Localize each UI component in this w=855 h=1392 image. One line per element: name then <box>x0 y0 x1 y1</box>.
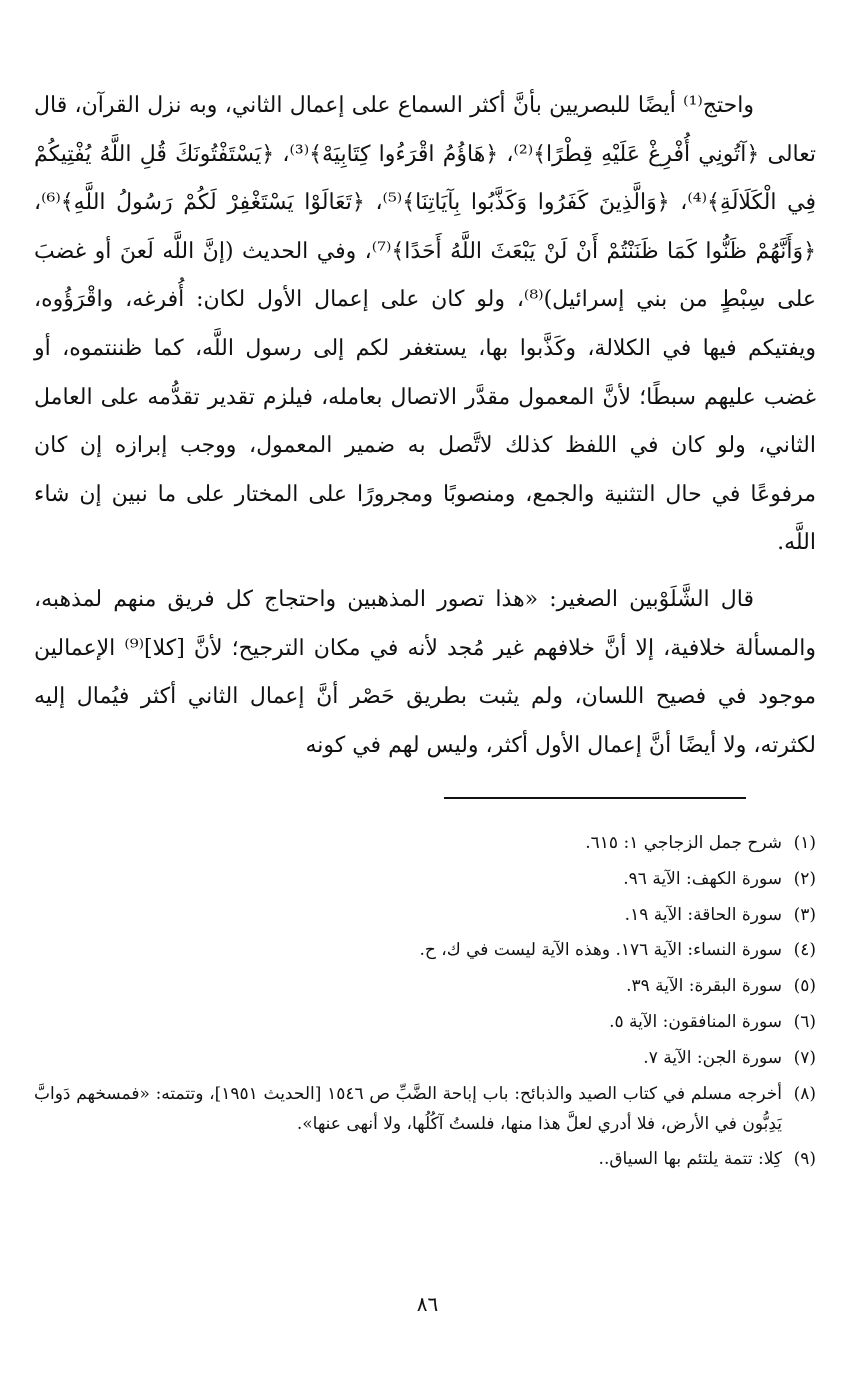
footnote-item <box>34 1007 816 1037</box>
footnote-number: (٤) <box>793 940 816 961</box>
footnote-item <box>34 935 816 965</box>
footnote-text: أخرجه مسلم في كتاب الصيد والذبائح: باب إباحة الضَّبِّ ص ١٥٤٦ [الحديث ١٩٥١]، وتتمته: «فمسخهم دَوابَّ يَدِبُّون في الأرض، فلا أدري لعلَّ هذا منها، فلستُ آكُلُها، ولا أنهى عنها». <box>34 1083 782 1134</box>
footnote-number: (٨) <box>793 1083 816 1104</box>
footnote-item <box>34 1043 816 1073</box>
footnote-number: (٩) <box>793 1149 816 1170</box>
footnote-text: شرح جمل الزجاجي ١: ٦١٥. <box>585 833 782 853</box>
footnote-text: سورة الجن: الآية ٧. <box>643 1047 782 1068</box>
footnote-text: سورة المنافقون: الآية ٥. <box>609 1011 782 1032</box>
paragraph-second: قال الشَّلَوْبين الصغير: «هذا تصور المذهبين واحتجاج كل فريق منهم لمذهبه، والمسألة خلافية، إلا أنَّ خلافهم غير مُجد لأنه في مكان الترجيح؛ لأنَّ [كلا]⁽⁹⁾ الإعمالين موجود في فصيح اللسان، ولم يثبت بطريق حَصْر أنَّ إعمال الثاني أكثر فيُمال إليه لكثرته، ولا أيضًا أنَّ إعمال الأول أكثر، وليس لهم في كونه <box>34 586 816 758</box>
footnote-text: سورة البقرة: الآية ٣٩. <box>626 976 782 997</box>
footnotes-list <box>34 828 816 1180</box>
footnote-item <box>34 1144 816 1174</box>
page-number: ٨٦ <box>416 1292 439 1316</box>
footnote-text: كِلا: تتمة يلتئم بها السياق.. <box>598 1149 782 1170</box>
footnote-text: سورة الكهف: الآية ٩٦. <box>623 868 782 889</box>
footnote-text: سورة النساء: الآية ١٧٦. وهذه الآية ليست في ك، ح. <box>419 940 782 961</box>
footnote-separator <box>444 797 746 799</box>
footnote-number: (٦) <box>793 1011 816 1032</box>
footnote-item <box>34 971 816 1001</box>
footnote-item <box>34 1079 816 1139</box>
footnote-item <box>34 900 816 930</box>
paragraph-first: واحتج⁽¹⁾ أيضًا للبصريين بأنَّ أكثر السماع على إعمال الثاني، وبه نزل القرآن، قال تعالى ﴿آتُونِي أُفْرِغْ عَلَيْهِ قِطْرًا﴾⁽²⁾، ﴿هَاؤُمُ اقْرَءُوا كِتَابِيَهْ﴾⁽³⁾، ﴿يَسْتَفْتُونَكَ قُلِ اللَّهُ يُفْتِيكُمْ فِي الْكَلَالَةِ﴾⁽⁴⁾، ﴿وَالَّذِينَ كَفَرُوا وَكَذَّبُوا بِآيَاتِنَا﴾⁽⁵⁾، ﴿تَعَالَوْا يَسْتَغْفِرْ لَكُمْ رَسُولُ اللَّهِ﴾⁽⁶⁾، ﴿وَأَنَّهُمْ ظَنُّوا كَمَا ظَنَنْتُمْ أَنْ لَنْ يَبْعَثَ اللَّهُ أَحَدًا﴾⁽⁷⁾، وفي الحديث (إنَّ اللَّه لَعنَ أو غضبَ على سِبْطٍ من بني إسرائيل)⁽⁸⁾، ولو كان على إعمال الأول لكان: أُفرغه، واقْرَؤُوه، ويفتيكم فيها في الكلالة، وكَذَّبوا بها، يستغفر لكم إلى رسول اللَّه، كما ظننتموه، أو غضب عليهم سبطًا؛ لأنَّ المعمول مقدَّر الاتصال بعامله، فيلزم تقدير تقدُّمه على العامل الثاني، ولو كان في اللفظ كذلك لاتَّصل به ضمير المعمول، ووجب إبرازه إن كان مرفوعًا في حال التثنية والجمع، ومنصوبًا ومجرورًا على المختار على ما نبين إن شاء اللَّه. <box>34 93 817 556</box>
footnote-number: (٣) <box>793 904 816 925</box>
footnote-text: سورة الحاقة: الآية ١٩. <box>624 904 782 925</box>
main-text <box>34 82 816 770</box>
footnote-item <box>34 828 816 858</box>
footnote-number: (١) <box>793 833 816 853</box>
footnote-number: (٢) <box>793 868 816 889</box>
footnote-number: (٧) <box>793 1047 816 1068</box>
footnote-item <box>34 864 816 894</box>
footnote-number: (٥) <box>793 976 816 997</box>
